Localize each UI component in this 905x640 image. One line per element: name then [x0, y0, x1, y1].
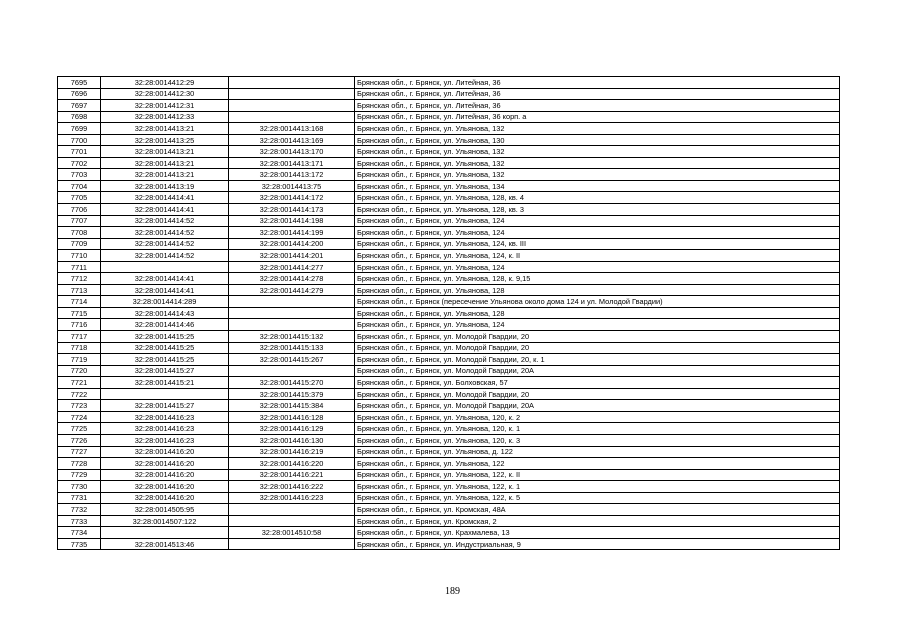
row-number-cell: 7734: [58, 527, 101, 539]
building-cadastral-number-cell: 32:28:0014416:130: [229, 434, 355, 446]
table-row: [58, 146, 840, 158]
address-cell: Брянская обл., г. Брянск, ул. Ульянова, 124, к. II: [355, 250, 840, 262]
address-cell: Брянская обл., г. Брянск, ул. Ульянова, 134: [355, 180, 840, 192]
registry-table: [57, 76, 840, 550]
row-number-cell: 7712: [58, 273, 101, 285]
building-cadastral-number-cell: 32:28:0014414:199: [229, 227, 355, 239]
address-cell: Брянская обл., г. Брянск, ул. Ульянова, 132: [355, 146, 840, 158]
building-cadastral-number-cell: 32:28:0014415:132: [229, 331, 355, 343]
table-row: [58, 111, 840, 123]
row-number-cell: 7707: [58, 215, 101, 227]
address-cell: Брянская обл., г. Брянск, ул. Ульянова, 124: [355, 215, 840, 227]
building-cadastral-number-cell: 32:28:0014415:133: [229, 342, 355, 354]
building-cadastral-number-cell: [229, 77, 355, 89]
row-number-cell: 7725: [58, 423, 101, 435]
address-cell: Брянская обл., г. Брянск, ул. Молодой Гвардии, 20А: [355, 365, 840, 377]
table-row: [58, 273, 840, 285]
table-row: [58, 157, 840, 169]
row-number-cell: 7723: [58, 400, 101, 412]
table-row: [58, 134, 840, 146]
address-cell: Брянская обл., г. Брянск, ул. Ульянова, 124: [355, 319, 840, 331]
table-row: [58, 123, 840, 135]
row-number-cell: 7731: [58, 492, 101, 504]
building-cadastral-number-cell: 32:28:0014414:278: [229, 273, 355, 285]
table-row: [58, 527, 840, 539]
cadastral-number-cell: 32:28:0014416:20: [101, 492, 229, 504]
address-cell: Брянская обл., г. Брянск, ул. Ульянова, 122: [355, 458, 840, 470]
row-number-cell: 7699: [58, 123, 101, 135]
table-row: [58, 250, 840, 262]
building-cadastral-number-cell: 32:28:0014415:379: [229, 388, 355, 400]
row-number-cell: 7695: [58, 77, 101, 89]
building-cadastral-number-cell: 32:28:0014413:75: [229, 180, 355, 192]
building-cadastral-number-cell: 32:28:0014413:170: [229, 146, 355, 158]
row-number-cell: 7726: [58, 434, 101, 446]
table-row: [58, 88, 840, 100]
cadastral-number-cell: 32:28:0014414:41: [101, 284, 229, 296]
address-cell: Брянская обл., г. Брянск, ул. Ульянова, 128, к. 9,15: [355, 273, 840, 285]
cadastral-number-cell: 32:28:0014414:43: [101, 307, 229, 319]
table-row: [58, 400, 840, 412]
cadastral-number-cell: 32:28:0014415:25: [101, 354, 229, 366]
address-cell: Брянская обл., г. Брянск, ул. Ульянова, д. 122: [355, 446, 840, 458]
cadastral-number-cell: [101, 261, 229, 273]
row-number-cell: 7720: [58, 365, 101, 377]
row-number-cell: 7708: [58, 227, 101, 239]
table-row: [58, 342, 840, 354]
address-cell: Брянская обл., г. Брянск, ул. Молодой Гвардии, 20: [355, 342, 840, 354]
cadastral-number-cell: 32:28:0014413:21: [101, 146, 229, 158]
row-number-cell: 7705: [58, 192, 101, 204]
row-number-cell: 7703: [58, 169, 101, 181]
cadastral-number-cell: 32:28:0014416:20: [101, 458, 229, 470]
table-row: [58, 100, 840, 112]
cadastral-number-cell: 32:28:0014413:25: [101, 134, 229, 146]
address-cell: Брянская обл., г. Брянск, ул. Ульянова, 128, кв. 3: [355, 204, 840, 216]
building-cadastral-number-cell: 32:28:0014414:198: [229, 215, 355, 227]
address-cell: Брянская обл., г. Брянск, ул. Болховская, 57: [355, 377, 840, 389]
building-cadastral-number-cell: 32:28:0014416:129: [229, 423, 355, 435]
cadastral-number-cell: [101, 527, 229, 539]
address-cell: Брянская обл., г. Брянск, ул. Ульянова, 132: [355, 157, 840, 169]
cadastral-number-cell: 32:28:0014413:19: [101, 180, 229, 192]
address-cell: Брянская обл., г. Брянск (пересечение Ульянова около дома 124 и ул. Молодой Гвардии): [355, 296, 840, 308]
row-number-cell: 7696: [58, 88, 101, 100]
table-row: [58, 261, 840, 273]
table-row: [58, 481, 840, 493]
building-cadastral-number-cell: [229, 307, 355, 319]
address-cell: Брянская обл., г. Брянск, ул. Ульянова, 122, к. 1: [355, 481, 840, 493]
building-cadastral-number-cell: 32:28:0014414:277: [229, 261, 355, 273]
cadastral-number-cell: 32:28:0014415:25: [101, 331, 229, 343]
cadastral-number-cell: 32:28:0014414:41: [101, 273, 229, 285]
address-cell: Брянская обл., г. Брянск, ул. Ульянова, 128: [355, 284, 840, 296]
table-row: [58, 296, 840, 308]
address-cell: Брянская обл., г. Брянск, ул. Молодой Гвардии, 20, к. 1: [355, 354, 840, 366]
address-cell: Брянская обл., г. Брянск, ул. Ульянова, 124: [355, 261, 840, 273]
cadastral-number-cell: 32:28:0014416:23: [101, 434, 229, 446]
table-row: [58, 377, 840, 389]
row-number-cell: 7714: [58, 296, 101, 308]
table-row: [58, 307, 840, 319]
table-row: [58, 515, 840, 527]
row-number-cell: 7721: [58, 377, 101, 389]
row-number-cell: 7729: [58, 469, 101, 481]
building-cadastral-number-cell: 32:28:0014416:221: [229, 469, 355, 481]
table-row: [58, 469, 840, 481]
row-number-cell: 7724: [58, 411, 101, 423]
row-number-cell: 7709: [58, 238, 101, 250]
cadastral-number-cell: 32:28:0014416:20: [101, 446, 229, 458]
cadastral-number-cell: 32:28:0014412:30: [101, 88, 229, 100]
address-cell: Брянская обл., г. Брянск, ул. Ульянова, 120, к. 2: [355, 411, 840, 423]
cadastral-number-cell: 32:28:0014414:52: [101, 238, 229, 250]
cadastral-number-cell: 32:28:0014415:27: [101, 400, 229, 412]
cadastral-number-cell: 32:28:0014413:21: [101, 123, 229, 135]
building-cadastral-number-cell: [229, 88, 355, 100]
table-row: [58, 388, 840, 400]
row-number-cell: 7702: [58, 157, 101, 169]
table-row: [58, 492, 840, 504]
address-cell: Брянская обл., г. Брянск, ул. Крахмалева, 13: [355, 527, 840, 539]
cadastral-number-cell: [101, 388, 229, 400]
building-cadastral-number-cell: 32:28:0014414:279: [229, 284, 355, 296]
table-row: [58, 77, 840, 89]
building-cadastral-number-cell: 32:28:0014415:267: [229, 354, 355, 366]
cadastral-number-cell: 32:28:0014513:46: [101, 538, 229, 550]
cadastral-number-cell: 32:28:0014414:289: [101, 296, 229, 308]
row-number-cell: 7717: [58, 331, 101, 343]
building-cadastral-number-cell: [229, 111, 355, 123]
address-cell: Брянская обл., г. Брянск, ул. Ульянова, 128, кв. 4: [355, 192, 840, 204]
building-cadastral-number-cell: 32:28:0014416:222: [229, 481, 355, 493]
building-cadastral-number-cell: 32:28:0014415:384: [229, 400, 355, 412]
cadastral-number-cell: 32:28:0014415:25: [101, 342, 229, 354]
cadastral-number-cell: 32:28:0014416:23: [101, 411, 229, 423]
table-row: [58, 319, 840, 331]
row-number-cell: 7713: [58, 284, 101, 296]
building-cadastral-number-cell: 32:28:0014416:223: [229, 492, 355, 504]
building-cadastral-number-cell: [229, 296, 355, 308]
table-row: [58, 504, 840, 516]
address-cell: Брянская обл., г. Брянск, ул. Ульянова, 120, к. 1: [355, 423, 840, 435]
address-cell: Брянская обл., г. Брянск, ул. Индустриальная, 9: [355, 538, 840, 550]
row-number-cell: 7735: [58, 538, 101, 550]
building-cadastral-number-cell: 32:28:0014414:201: [229, 250, 355, 262]
table-row: [58, 365, 840, 377]
address-cell: Брянская обл., г. Брянск, ул. Литейная, 36: [355, 88, 840, 100]
row-number-cell: 7722: [58, 388, 101, 400]
table-row: [58, 538, 840, 550]
address-cell: Брянская обл., г. Брянск, ул. Ульянова, 128: [355, 307, 840, 319]
cadastral-number-cell: 32:28:0014416:20: [101, 481, 229, 493]
table-row: [58, 423, 840, 435]
cadastral-number-cell: 32:28:0014416:20: [101, 469, 229, 481]
row-number-cell: 7706: [58, 204, 101, 216]
cadastral-number-cell: 32:28:0014415:21: [101, 377, 229, 389]
table-row: [58, 169, 840, 181]
cadastral-number-cell: 32:28:0014505:95: [101, 504, 229, 516]
building-cadastral-number-cell: [229, 504, 355, 516]
table-row: [58, 284, 840, 296]
cadastral-number-cell: 32:28:0014413:21: [101, 157, 229, 169]
building-cadastral-number-cell: [229, 100, 355, 112]
cadastral-number-cell: 32:28:0014412:31: [101, 100, 229, 112]
building-cadastral-number-cell: 32:28:0014416:128: [229, 411, 355, 423]
table-row: [58, 458, 840, 470]
table-row: [58, 238, 840, 250]
address-cell: Брянская обл., г. Брянск, ул. Литейная, 36: [355, 100, 840, 112]
address-cell: Брянская обл., г. Брянск, ул. Ульянова, 120, к. 3: [355, 434, 840, 446]
building-cadastral-number-cell: [229, 319, 355, 331]
building-cadastral-number-cell: 32:28:0014414:172: [229, 192, 355, 204]
building-cadastral-number-cell: 32:28:0014510:58: [229, 527, 355, 539]
address-cell: Брянская обл., г. Брянск, ул. Литейная, 36 корп. а: [355, 111, 840, 123]
address-cell: Брянская обл., г. Брянск, ул. Кромская, 2: [355, 515, 840, 527]
address-cell: Брянская обл., г. Брянск, ул. Ульянова, 124: [355, 227, 840, 239]
building-cadastral-number-cell: 32:28:0014413:168: [229, 123, 355, 135]
cadastral-number-cell: 32:28:0014412:29: [101, 77, 229, 89]
row-number-cell: 7698: [58, 111, 101, 123]
cadastral-number-cell: 32:28:0014412:33: [101, 111, 229, 123]
cadastral-number-cell: 32:28:0014507:122: [101, 515, 229, 527]
building-cadastral-number-cell: 32:28:0014416:220: [229, 458, 355, 470]
cadastral-number-cell: 32:28:0014414:52: [101, 215, 229, 227]
building-cadastral-number-cell: 32:28:0014413:172: [229, 169, 355, 181]
building-cadastral-number-cell: [229, 365, 355, 377]
table-row: [58, 215, 840, 227]
address-cell: Брянская обл., г. Брянск, ул. Кромская, 48А: [355, 504, 840, 516]
row-number-cell: 7710: [58, 250, 101, 262]
cadastral-number-cell: 32:28:0014414:41: [101, 204, 229, 216]
table-row: [58, 411, 840, 423]
table-row: [58, 434, 840, 446]
table-row: [58, 204, 840, 216]
building-cadastral-number-cell: 32:28:0014413:169: [229, 134, 355, 146]
table-row: [58, 331, 840, 343]
address-cell: Брянская обл., г. Брянск, ул. Молодой Гвардии, 20: [355, 331, 840, 343]
row-number-cell: 7730: [58, 481, 101, 493]
row-number-cell: 7697: [58, 100, 101, 112]
building-cadastral-number-cell: 32:28:0014416:219: [229, 446, 355, 458]
row-number-cell: 7719: [58, 354, 101, 366]
building-cadastral-number-cell: 32:28:0014413:171: [229, 157, 355, 169]
building-cadastral-number-cell: 32:28:0014414:173: [229, 204, 355, 216]
row-number-cell: 7732: [58, 504, 101, 516]
row-number-cell: 7711: [58, 261, 101, 273]
building-cadastral-number-cell: [229, 538, 355, 550]
row-number-cell: 7715: [58, 307, 101, 319]
building-cadastral-number-cell: 32:28:0014414:200: [229, 238, 355, 250]
table-row: [58, 446, 840, 458]
cadastral-number-cell: 32:28:0014414:46: [101, 319, 229, 331]
table-row: [58, 180, 840, 192]
cadastral-number-cell: 32:28:0014414:52: [101, 227, 229, 239]
address-cell: Брянская обл., г. Брянск, ул. Ульянова, 124, кв. III: [355, 238, 840, 250]
row-number-cell: 7701: [58, 146, 101, 158]
table-row: [58, 354, 840, 366]
building-cadastral-number-cell: [229, 515, 355, 527]
page-number: 189: [445, 586, 460, 597]
row-number-cell: 7716: [58, 319, 101, 331]
cadastral-number-cell: 32:28:0014415:27: [101, 365, 229, 377]
address-cell: Брянская обл., г. Брянск, ул. Ульянова, 122, к. II: [355, 469, 840, 481]
building-cadastral-number-cell: 32:28:0014415:270: [229, 377, 355, 389]
address-cell: Брянская обл., г. Брянск, ул. Ульянова, 130: [355, 134, 840, 146]
cadastral-number-cell: 32:28:0014414:52: [101, 250, 229, 262]
row-number-cell: 7700: [58, 134, 101, 146]
registry-table-body: [58, 77, 840, 550]
address-cell: Брянская обл., г. Брянск, ул. Молодой Гвардии, 20: [355, 388, 840, 400]
address-cell: Брянская обл., г. Брянск, ул. Литейная, 36: [355, 77, 840, 89]
address-cell: Брянская обл., г. Брянск, ул. Ульянова, 122, к. 5: [355, 492, 840, 504]
address-cell: Брянская обл., г. Брянск, ул. Молодой Гвардии, 20А: [355, 400, 840, 412]
row-number-cell: 7733: [58, 515, 101, 527]
row-number-cell: 7704: [58, 180, 101, 192]
row-number-cell: 7728: [58, 458, 101, 470]
table-row: [58, 192, 840, 204]
address-cell: Брянская обл., г. Брянск, ул. Ульянова, 132: [355, 123, 840, 135]
cadastral-number-cell: 32:28:0014413:21: [101, 169, 229, 181]
row-number-cell: 7727: [58, 446, 101, 458]
table-row: [58, 227, 840, 239]
cadastral-number-cell: 32:28:0014414:41: [101, 192, 229, 204]
cadastral-number-cell: 32:28:0014416:23: [101, 423, 229, 435]
address-cell: Брянская обл., г. Брянск, ул. Ульянова, 132: [355, 169, 840, 181]
row-number-cell: 7718: [58, 342, 101, 354]
